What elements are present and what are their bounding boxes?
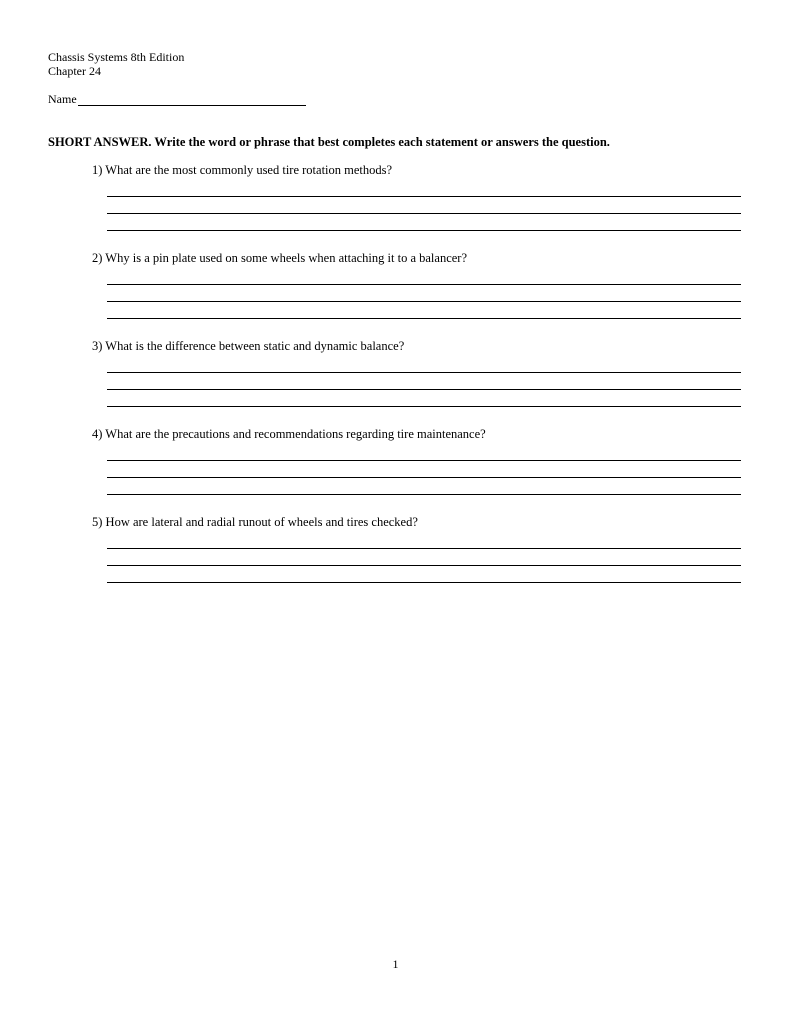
question-5 bbox=[92, 515, 742, 530]
answer-line[interactable] bbox=[107, 582, 741, 583]
name-blank-line[interactable] bbox=[78, 94, 306, 106]
question-1 bbox=[92, 163, 742, 178]
section-instructions: SHORT ANSWER. Write the word or phrase that best completes each statement or answers the question. bbox=[48, 135, 610, 149]
answer-line[interactable] bbox=[107, 565, 741, 566]
answer-line[interactable] bbox=[107, 548, 741, 549]
question-4-text: 4) What are the precautions and recommendations regarding tire maintenance? bbox=[92, 427, 486, 441]
answer-line[interactable] bbox=[107, 230, 741, 231]
answer-line[interactable] bbox=[107, 477, 741, 478]
answer-line[interactable] bbox=[107, 372, 741, 373]
book-title: Chassis Systems 8th Edition bbox=[48, 50, 185, 64]
answer-line[interactable] bbox=[107, 318, 741, 319]
question-1-text: 1) What are the most commonly used tire rotation methods? bbox=[92, 163, 393, 177]
page-number: 1 bbox=[392, 957, 399, 971]
answer-line[interactable] bbox=[107, 301, 741, 302]
answer-line[interactable] bbox=[107, 494, 741, 495]
question-3-text: 3) What is the difference between static and dynamic balance? bbox=[92, 339, 405, 353]
question-2-text: 2) Why is a pin plate used on some wheels when attaching it to a balancer? bbox=[92, 251, 467, 265]
chapter-label: Chapter 24 bbox=[48, 64, 101, 78]
question-4 bbox=[92, 427, 742, 442]
answer-line[interactable] bbox=[107, 406, 741, 407]
question-2 bbox=[92, 251, 742, 266]
answer-line[interactable] bbox=[107, 460, 741, 461]
answer-line[interactable] bbox=[107, 389, 741, 390]
name-field bbox=[48, 92, 306, 106]
answer-line[interactable] bbox=[107, 196, 741, 197]
question-3 bbox=[92, 339, 742, 354]
name-label: Name bbox=[48, 92, 77, 106]
answer-line[interactable] bbox=[107, 213, 741, 214]
question-5-text: 5) How are lateral and radial runout of wheels and tires checked? bbox=[92, 515, 418, 529]
answer-line[interactable] bbox=[107, 284, 741, 285]
